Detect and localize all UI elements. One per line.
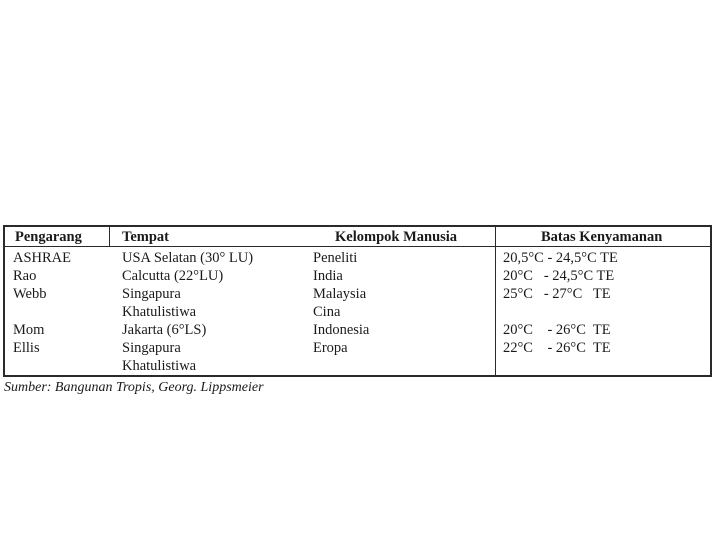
batas-cell-4: 20°C - 26°C TE <box>503 322 611 338</box>
pengarang-cell-ashrae: ASHRAE <box>13 250 72 266</box>
comfort-limits-table <box>3 225 712 377</box>
kelompok-cell-cina: Cina <box>313 304 341 320</box>
header-kelompok-manusia: Kelompok Manusia <box>335 229 458 245</box>
tempat-cell-khatulistiwa: Khatulistiwa <box>122 304 197 320</box>
header-pengarang: Pengarang <box>15 229 82 245</box>
batas-cell-1: 20,5°C - 24,5°C TE <box>503 250 618 266</box>
kelompok-cell-malaysia: Malaysia <box>313 286 367 302</box>
batas-cell-5: 22°C - 26°C TE <box>503 340 611 356</box>
pengarang-cell-rao: Rao <box>13 268 37 284</box>
pengarang-cell-ellis: Ellis <box>13 340 40 356</box>
header-batas-kenyamanan: Batas Kenyamanan <box>541 229 663 245</box>
kelompok-cell-india: India <box>313 268 343 284</box>
table-source-caption: Sumber: Bangunan Tropis, Georg. Lippsmeier <box>4 380 264 395</box>
header-tempat: Tempat <box>122 229 169 245</box>
batas-cell-2: 20°C - 24,5°C TE <box>503 268 615 284</box>
tempat-cell-khatulistiwa-2: Khatulistiwa <box>122 358 197 374</box>
kelompok-cell-eropa: Eropa <box>313 340 348 356</box>
table-header-row <box>5 227 710 247</box>
tempat-cell-jakarta: Jakarta (6°LS) <box>122 322 207 338</box>
header-divider-1 <box>109 227 110 247</box>
tempat-cell-singapura: Singapura <box>122 286 181 302</box>
kelompok-cell-indonesia: Indonesia <box>313 322 370 338</box>
pengarang-cell-webb: Webb <box>13 286 47 302</box>
pengarang-cell-mom: Mom <box>13 322 45 338</box>
tempat-cell-singapura-2: Singapura <box>122 340 181 356</box>
kelompok-cell-peneliti: Peneliti <box>313 250 358 266</box>
batas-cell-3: 25°C - 27°C TE <box>503 286 611 302</box>
tempat-cell-calcutta: Calcutta (22°LU) <box>122 268 224 284</box>
tempat-cell-usa-selatan: USA Selatan (30° LU) <box>122 250 254 266</box>
column-divider-kelompok-batas <box>495 227 496 377</box>
